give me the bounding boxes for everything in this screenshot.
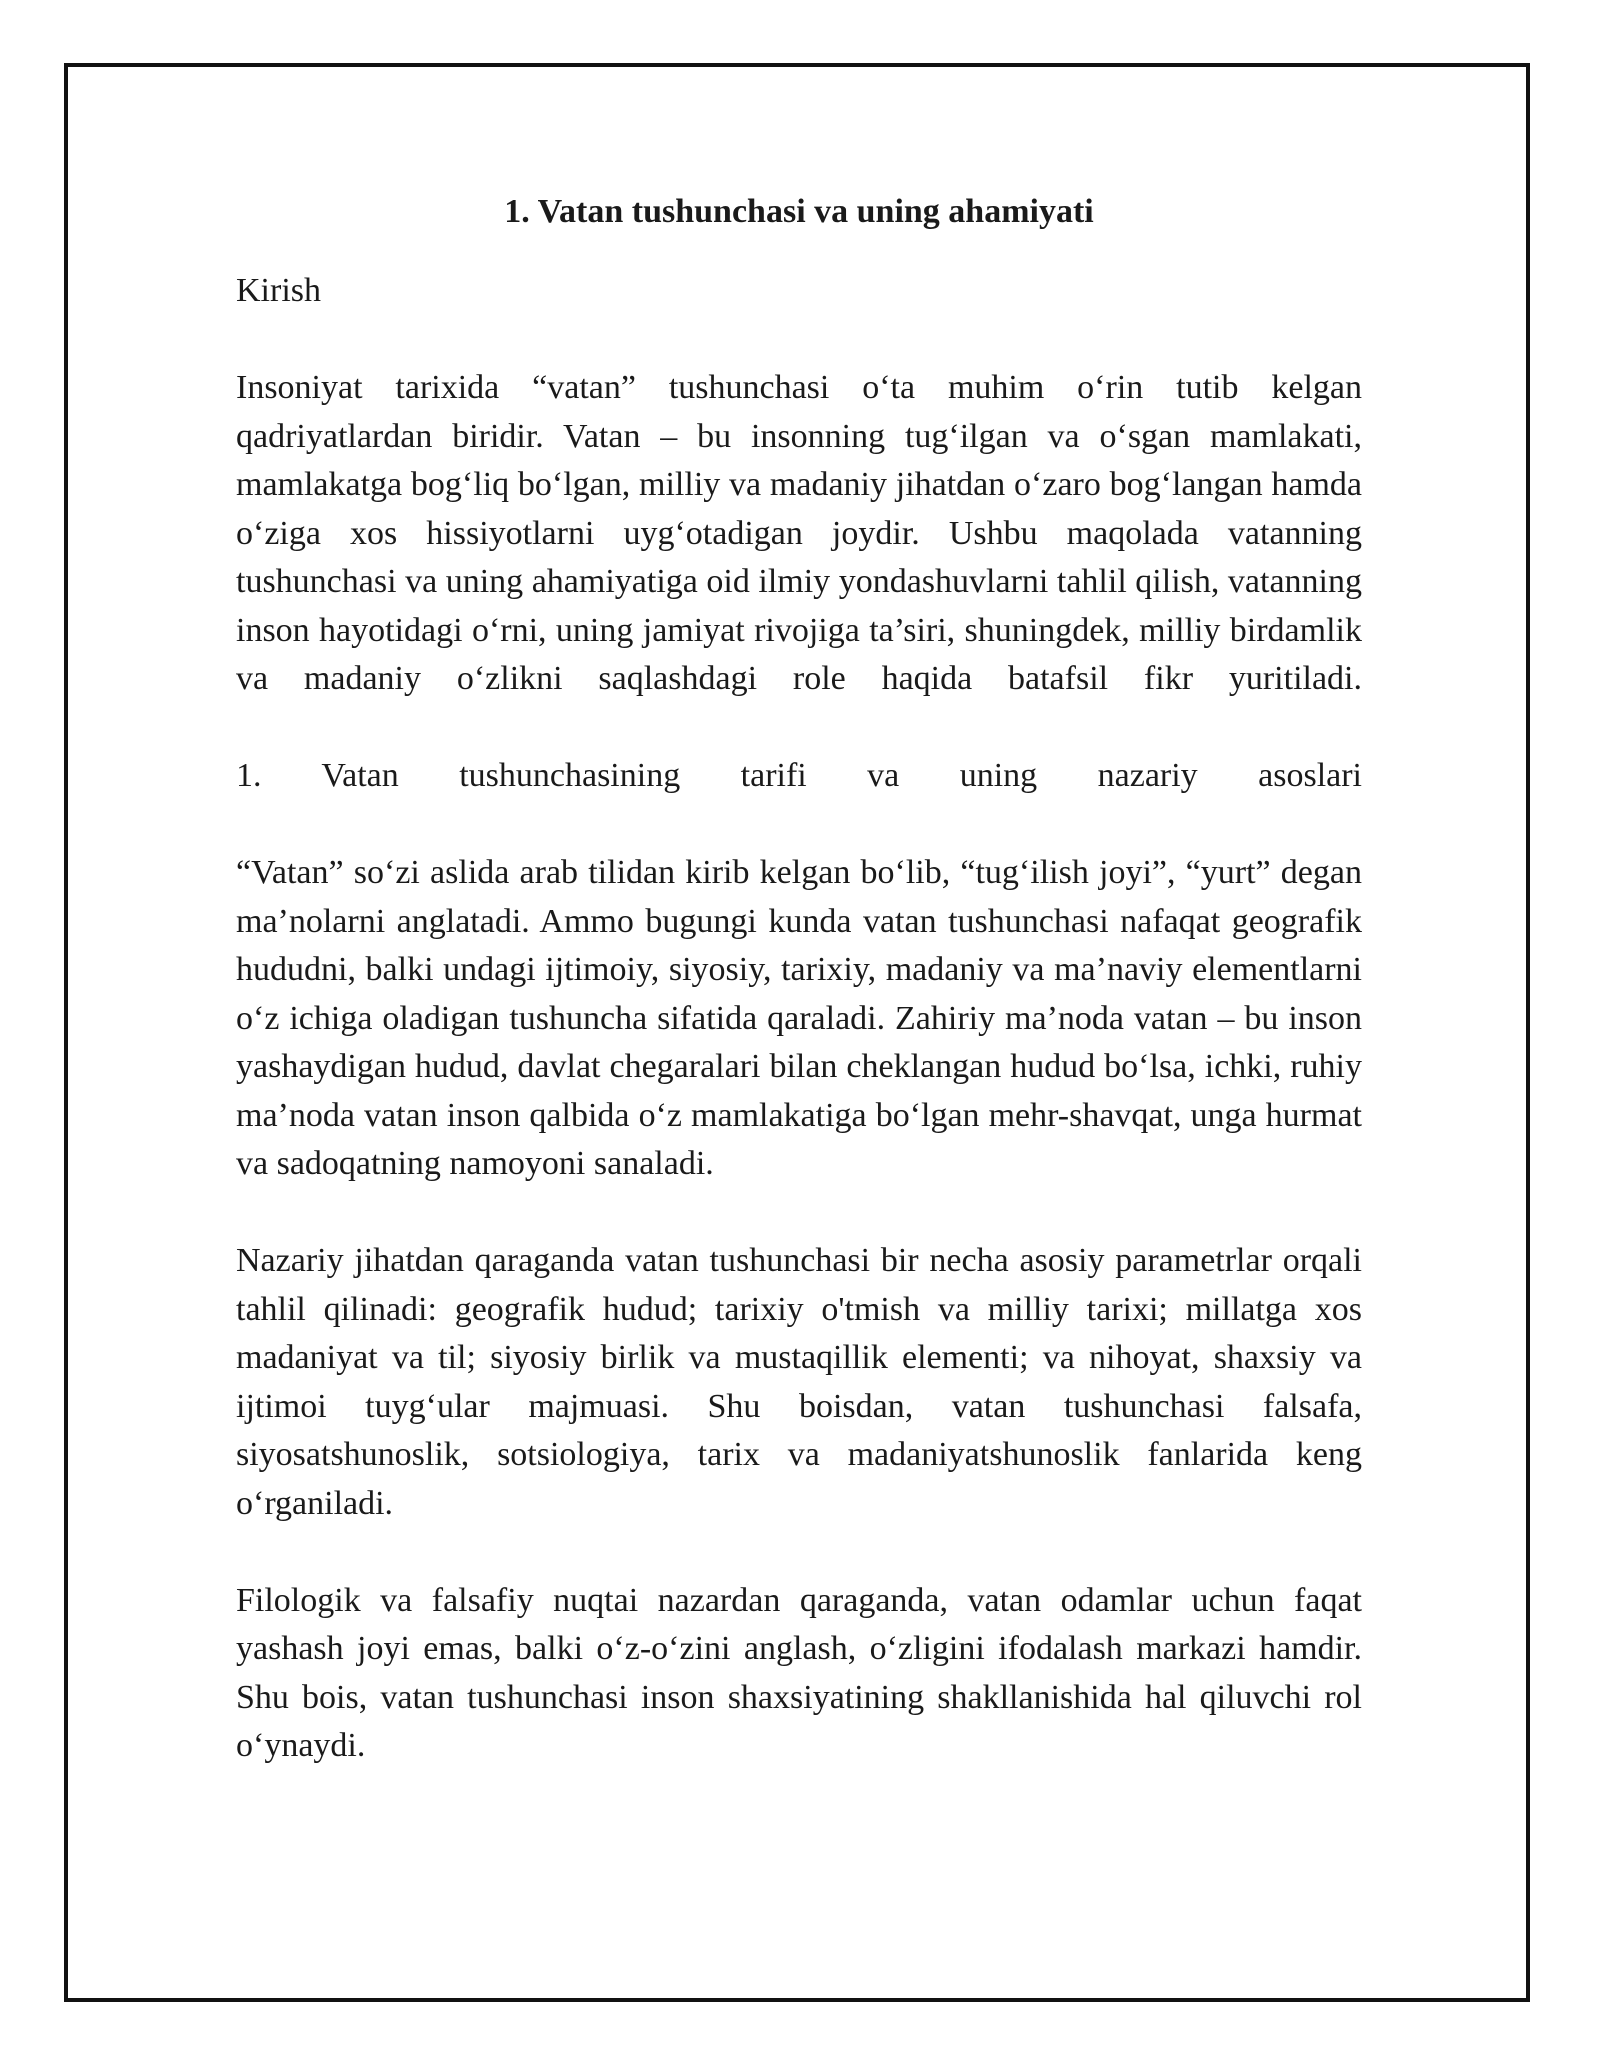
- intro-heading: Kirish: [236, 272, 321, 309]
- spacer: [236, 801, 1362, 850]
- spacer: [236, 316, 1362, 365]
- spacer: [236, 1528, 1362, 1577]
- spacer: [236, 1189, 1362, 1238]
- paragraph-definition: “Vatan” so‘zi aslida arab tilidan kirib kelgan bo‘lib, “tug‘ilish joyi”, “yurt” degan ma’nolarni anglatadi. Ammo bugungi kunda vatan tushunchasi nafaqat geografik hududni, balki undagi ijtimoiy, siyosiy, tarixiy, madaniy va ma’naviy elementlarni o‘z ichiga oladigan tushuncha sifatida qaraladi. Zahiriy ma’noda vatan – bu inson yashaydigan hudud, davlat chegaralari bilan cheklangan hudud bo‘lsa, ichki, ruhiy ma’noda vatan inson qalbida o‘z mamlakatiga bo‘lgan mehr-shavqat, unga hurmat va sadoqatning namoyoni sanaladi.: [236, 854, 1362, 1182]
- section-heading: 1. Vatan tushunchasining tarifi va uning nazariy asoslari: [236, 757, 1362, 794]
- paragraph-intro: Insoniyat tarixida “vatan” tushunchasi o‘ta muhim o‘rin tutib kelgan qadriyatlardan biridir. Vatan – bu insonning tug‘ilgan va o‘sgan mamlakati, mamlakatga bog‘liq bo‘lgan, milliy va madaniy jihatdan o‘zaro bog‘langan hamda o‘ziga xos hissiyotlarni uyg‘otadigan joydir. Ushbu maqolada vatanning tushunchasi va uning ahamiyatiga oid ilmiy yondashuvlarni tahlil qilish, vatanning inson hayotidagi o‘rni, uning jamiyat rivojiga ta’siri, shuningdek, milliy birdamlik va madaniy o‘zlikni saqlashdagi role haqida batafsil fikr yuritiladi.: [236, 369, 1362, 697]
- paragraph-philology: Filologik va falsafiy nuqtai nazardan qaraganda, vatan odamlar uchun faqat yashash joyi emas, balki o‘z-o‘zini anglash, o‘zligini ifodalash markazi hamdir. Shu bois, vatan tushunchasi inson shaxsiyatining shakllanishida hal qiluvchi rol o‘ynaydi.: [236, 1581, 1362, 1764]
- document-body: [236, 188, 1362, 1771]
- paragraph-theory: Nazariy jihatdan qaraganda vatan tushunchasi bir necha asosiy parametrlar orqali tahlil qilinadi: geografik hudud; tarixiy o'tmish va milliy tarixi; millatga xos madaniyat va til; siyosiy birlik va mustaqillik elementi; va nihoyat, shaxsiy va ijtimoi tuyg‘ular majmuasi. Shu boisdan, vatan tushunchasi falsafa, siyosatshunoslik, sotsiologiya, tarix va madaniyatshunoslik fanlarida keng o‘rganiladi.: [236, 1242, 1362, 1522]
- document-title: 1. Vatan tushunchasi va uning ahamiyati: [504, 193, 1094, 230]
- spacer: [236, 704, 1362, 753]
